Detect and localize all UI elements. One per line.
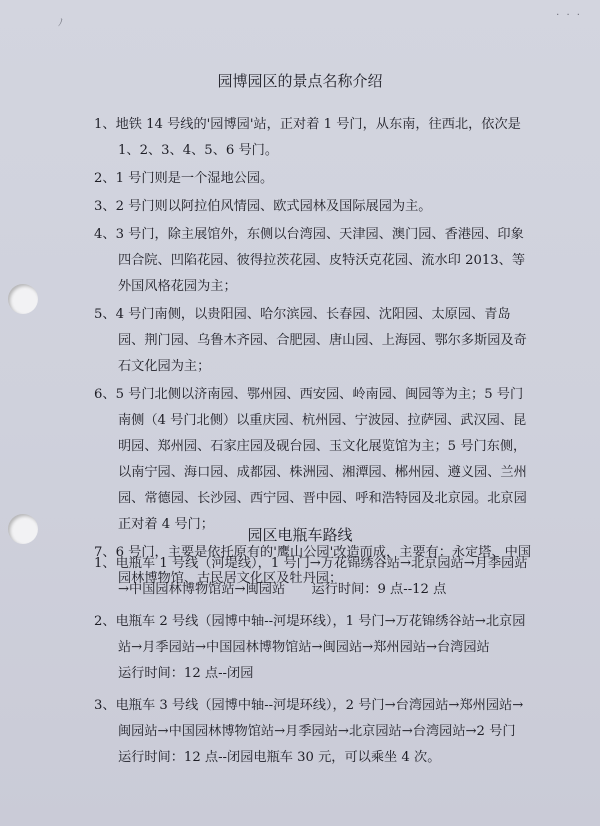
list-item — [94, 609, 534, 687]
item-number: 1、 — [94, 556, 116, 571]
item-number: 3、 — [94, 199, 116, 214]
item-text: 电瓶车 1 号线（河堤线），1 号门→万花锦绣谷站→北京园站→月季园站→中国园林博物馆站→闽园站 运行时间：9 点--12 点 — [115, 556, 528, 597]
list-item — [94, 222, 534, 300]
item-text: 电瓶车 2 号线（园博中轴--河堤环线），1 号门→万花锦绣谷站→北京园站→月季园站→中国园林博物馆站→闽园站→郑州园站→台湾园站 — [115, 614, 526, 655]
corner-tick: ﾉ — [58, 18, 63, 29]
list-item — [94, 382, 534, 538]
item-number: 2、 — [94, 171, 116, 186]
item-text: 电瓶车 3 号线（园博中轴--河堤环线），2 号门→台湾园站→郑州园站→闽园站→中国园林博物馆站→月季园站→北京园站→台湾园站→2 号门 — [115, 698, 524, 739]
corner-dots: · · · — [556, 10, 582, 21]
item-number: 2、 — [94, 614, 116, 629]
item-text: 3 号门，除主展馆外，东侧以台湾园、天津园、澳门园、香港园、印象四合院、凹陷花园、彼得拉茨花园、皮特沃克花园、流水印 2013、等外国风格花园为主； — [115, 227, 526, 294]
item-number: 6、 — [94, 387, 116, 402]
item-text: 5 号门北侧以济南园、鄂州园、西安园、岭南园、闽园等为主；5 号门南侧（4 号门北侧）以重庆园、杭州园、宁波园、拉萨园、武汉园、昆明园、郑州园、石家庄园及砚台园、玉文化展览馆为主；5 号门东侧，以南宁园、海口园、成都园、株洲园、湘潭园、郴州园、遵义园、兰州园、常德园、长沙园、西宁园、晋中园、呼和浩特园及北京园。北京园正对着 4 号门； — [115, 387, 527, 532]
item-text: 6 号门，主要是依托原有的'鹰山公园'改造而成，主要有：永定塔、中国园林博物馆、古民居文化区及牡丹园； — [115, 545, 532, 586]
list-item — [94, 302, 534, 380]
list-item — [94, 693, 534, 771]
list-item — [94, 112, 534, 164]
item-number: 4、 — [94, 227, 116, 242]
item-text: 地铁 14 号线的'园博园'站，正对着 1 号门，从东南，往西北，依次是 1、2、3、4、5、6 号门。 — [115, 117, 521, 158]
route-time: 运行时间：12 点--闭园 — [118, 666, 254, 681]
section-title-shuttle: 园区电瓶车路线 — [247, 526, 353, 544]
list-item — [94, 551, 534, 603]
list-item — [94, 166, 534, 192]
item-text: 1 号门则是一个湿地公园。 — [115, 171, 274, 186]
item-number: 7、 — [94, 545, 116, 560]
item-number: 1、 — [94, 117, 116, 132]
list-item — [94, 194, 534, 220]
item-text: 4 号门南侧，以贵阳园、哈尔滨园、长春园、沈阳园、太原园、青岛园、荆门园、乌鲁木齐园、合肥园、唐山园、上海园、鄂尔多斯园及奇石文化园为主； — [115, 307, 527, 374]
attractions-list — [94, 112, 534, 594]
item-number: 3、 — [94, 698, 116, 713]
item-text: 2 号门则以阿拉伯风情园、欧式园林及国际展园为主。 — [115, 199, 432, 214]
shuttle-routes-list — [94, 551, 534, 777]
item-number: 5、 — [94, 307, 116, 322]
punch-hole — [8, 284, 38, 314]
section-title-attractions: 园博园区的景点名称介绍 — [217, 72, 383, 90]
route-time: 运行时间：12 点--闭园电瓶车 30 元，可以乘坐 4 次。 — [118, 750, 441, 765]
